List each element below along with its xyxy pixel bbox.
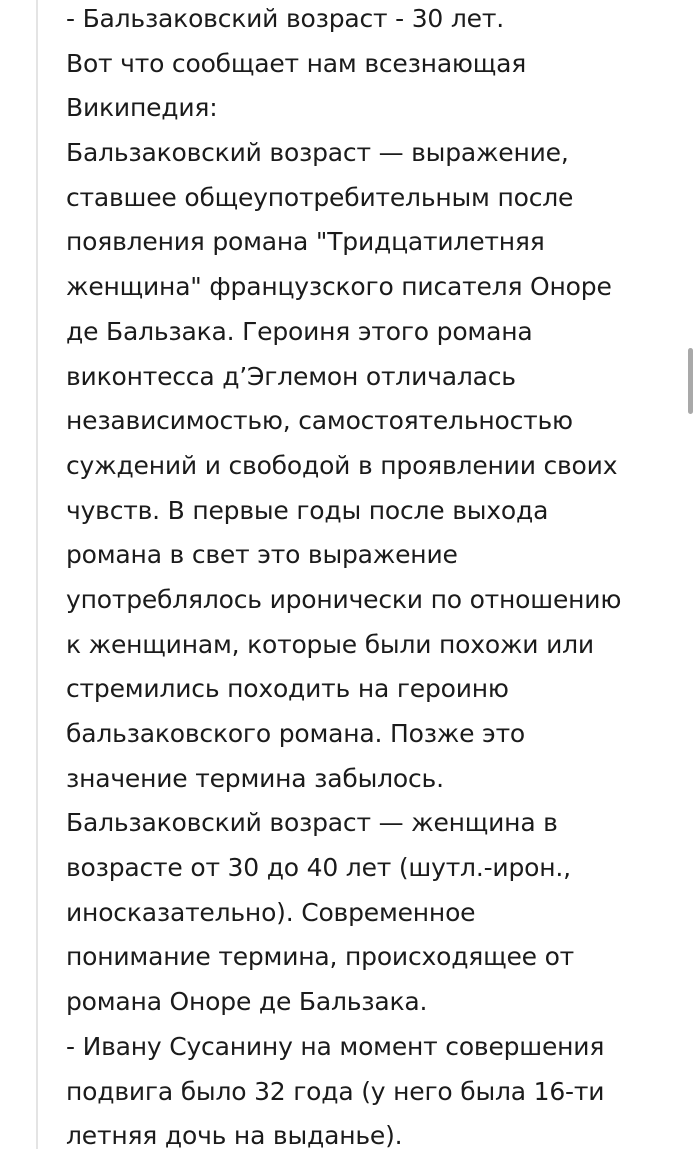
text-line: романа в свет это выражение xyxy=(66,540,458,570)
text-line: бальзаковского романа. Позже это xyxy=(66,719,526,748)
text-line: - Бальзаковский возраст - 30 лет. xyxy=(66,4,504,33)
text-line: возрасте от 30 до 40 лет (шутл.-ирон., xyxy=(66,853,571,883)
text-line: Википедия: xyxy=(66,93,218,123)
text-line: Бальзаковский возраст — женщина в xyxy=(66,808,558,838)
text-line: - Ивану Сусанину на момент совершения xyxy=(66,1031,605,1061)
text-line: летняя дочь на выданье). xyxy=(66,1121,403,1149)
text-line: иносказательно). Современное xyxy=(66,897,476,927)
text-line: стремились походить на героиню xyxy=(66,674,509,704)
text-line: значение термина забылось. xyxy=(66,763,444,793)
scrollbar-thumb[interactable] xyxy=(688,348,693,414)
text-line: виконтесса д’Эглемон отличалась xyxy=(66,361,516,391)
text-line: ставшее общеупотребительным после xyxy=(66,182,574,212)
text-line: употреблялось иронически по отношению xyxy=(66,584,622,614)
text-line: Вот что сообщает нам всезнающая xyxy=(66,48,527,78)
text-line: женщина" французского писателя Оноре xyxy=(66,272,612,302)
text-line: независимостью, самостоятельностью xyxy=(66,406,573,436)
post-text xyxy=(66,0,676,1149)
text-line: появления романа "Тридцатилетняя xyxy=(66,227,545,257)
text-line: суждений и свободой в проявлении своих xyxy=(66,450,618,480)
text-line: романа Оноре де Бальзака. xyxy=(66,987,428,1017)
text-line: подвига было 32 года (у него была 16-ти xyxy=(66,1076,605,1106)
text-line: к женщинам, которые были похожи или xyxy=(66,629,594,659)
text-line: де Бальзака. Героиня этого романа xyxy=(66,316,533,346)
quote-divider xyxy=(36,0,38,1149)
text-line: чувств. В первые годы после выхода xyxy=(66,495,549,525)
text-line: понимание термина, происходящее от xyxy=(66,942,575,972)
text-line: Бальзаковский возраст — выражение, xyxy=(66,138,569,168)
